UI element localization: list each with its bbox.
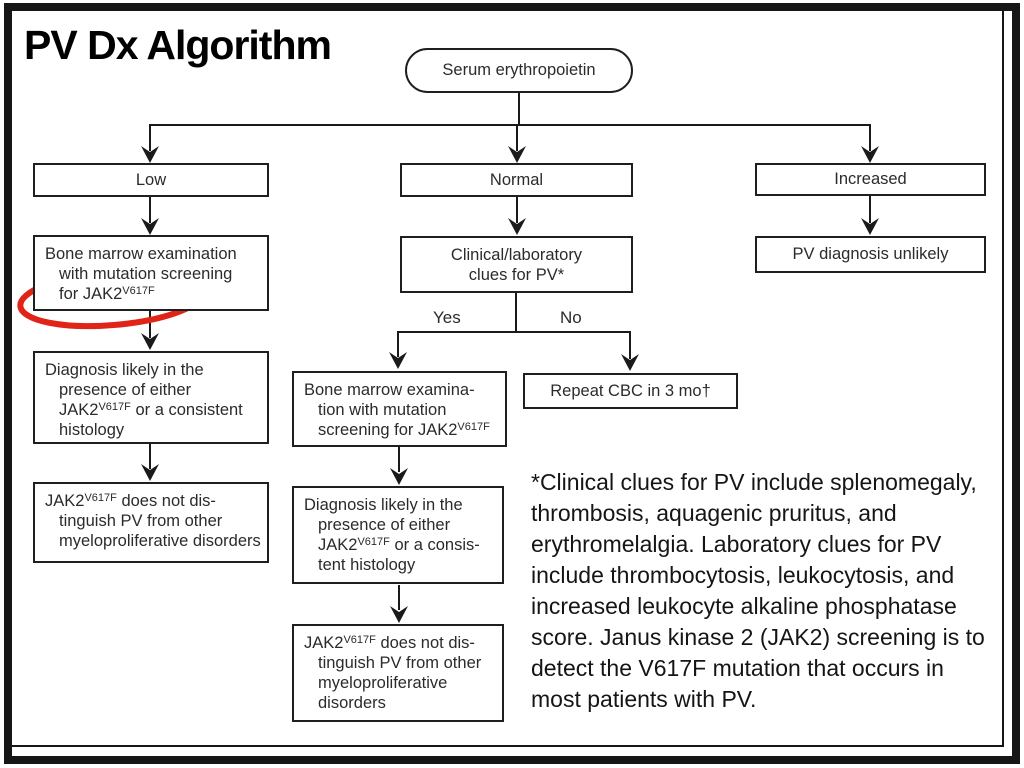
flow-node-label: PV diagnosis unlikely bbox=[792, 245, 949, 263]
decision-label-yes: Yes bbox=[433, 308, 461, 327]
flow-node-clinical-clues bbox=[400, 236, 633, 293]
flow-node-increased bbox=[755, 163, 986, 196]
flow-node-bone-marrow-mid: Bone marrow examina- tion with mutation screening for $JAK2^{V617F}$ bbox=[292, 371, 507, 447]
flow-node-normal bbox=[400, 163, 633, 197]
flow-node-jak2-not-distinguish-left: $JAK2^{V617F}$ does not dis- tinguish PV from other myeloproliferative disorders bbox=[33, 482, 269, 563]
flow-node-diagnosis-likely-left: Diagnosis likely in the presence of either $JAK2^{V617F}$ or a consistent histology bbox=[33, 351, 269, 444]
flow-node-jak2-not-distinguish-mid: $JAK2^{V617F}$ does not dis- tinguish PV from other myeloproliferative disorders bbox=[292, 624, 504, 722]
page-title: PV Dx Algorithm bbox=[24, 22, 331, 68]
flow-node-repeat-cbc bbox=[523, 373, 738, 409]
footnote-text: *Clinical clues for PV include splenomegaly, thrombosis, aquagenic pruritus, and erythromelalgia. Laboratory clues for PV include thrombocytosis, leukocytosis, and increased leukocyte alkaline phosphatase score. Janus kinase 2 (JAK2) screening is to detect the V617F mutation that occurs in most patients with PV. bbox=[531, 469, 985, 712]
flow-node-bone-marrow-left: Bone marrow examination with mutation screening for $JAK2^{V617F}$ bbox=[33, 235, 269, 311]
flow-node-serum-erythropoietin bbox=[405, 48, 633, 93]
flow-node-diagnosis-likely-mid: Diagnosis likely in the presence of either $JAK2^{V617F}$ or a consis- tent histology bbox=[292, 486, 504, 584]
flow-node-label: Serum erythropoietin bbox=[442, 61, 596, 79]
flow-node-label: Increased bbox=[834, 170, 907, 188]
decision-label-no: No bbox=[560, 308, 582, 327]
flow-node-label: Repeat CBC in 3 mo† bbox=[550, 381, 711, 400]
flow-node-low bbox=[33, 163, 269, 197]
flow-node-label: Clinical/laboratory clues for PV* bbox=[450, 245, 583, 284]
flow-node-pv-unlikely bbox=[755, 236, 986, 273]
flow-node-label: Low bbox=[135, 170, 167, 189]
flow-node-label: Normal bbox=[489, 170, 544, 189]
